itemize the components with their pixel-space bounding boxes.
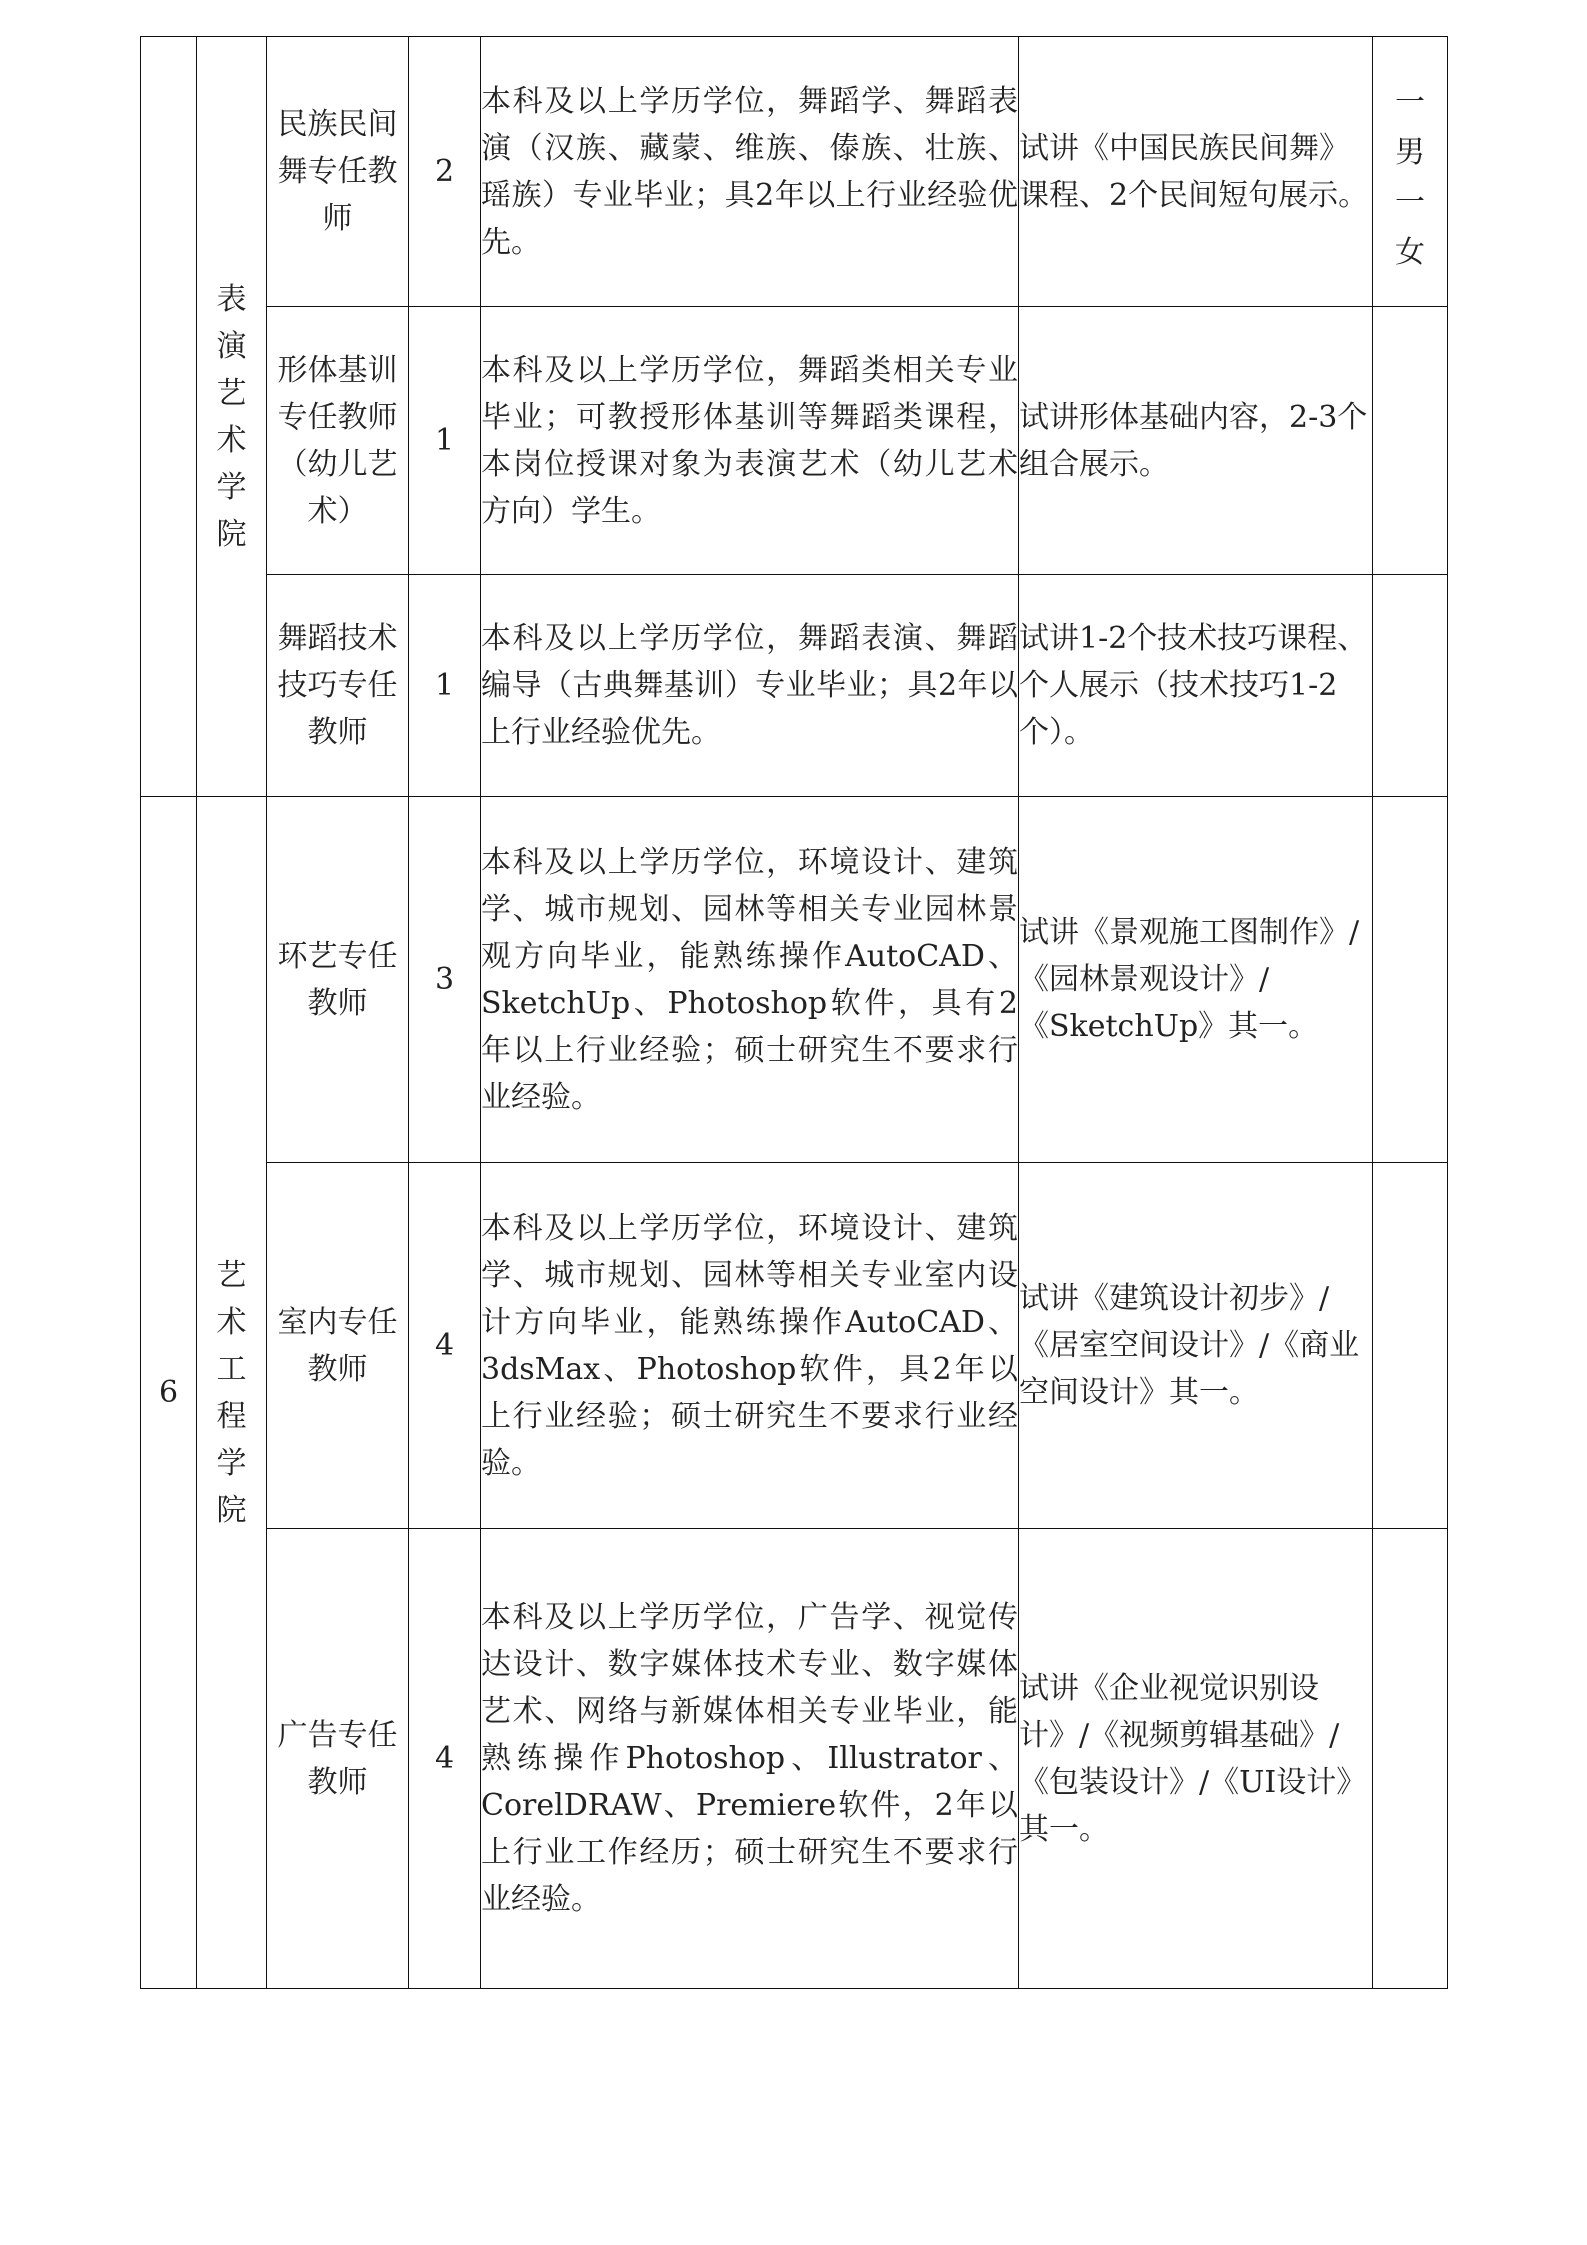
exam-content: 试讲《企业视觉识别设计》/《视频剪辑基础》/《包装设计》/《UI设计》其一。 (1019, 1529, 1373, 1989)
requirement: 本科及以上学历学位，舞蹈学、舞蹈表演（汉族、藏蒙、维族、傣族、壮族、瑶族）专业毕业；具2年以上行业经验优先。 (481, 37, 1019, 307)
requirement: 本科及以上学历学位，环境设计、建筑学、城市规划、园林等相关专业室内设计方向毕业，能熟练操作AutoCAD、3dsMax、Photoshop软件，具2年以上行业经验；硕士研究生不要求行业经验。 (481, 1163, 1019, 1529)
exam-content: 试讲《中国民族民间舞》课程、2个民间短句展示。 (1019, 37, 1373, 307)
college-cell (197, 797, 267, 1989)
post-name: 室内专任教师 (267, 1163, 409, 1529)
post-name: 形体基训专任教师（幼儿艺术） (267, 307, 409, 575)
headcount: 2 (409, 37, 481, 307)
exam-content: 试讲《景观施工图制作》/《园林景观设计》/《SketchUp》其一。 (1019, 797, 1373, 1163)
post-name: 民族民间舞专任教师 (267, 37, 409, 307)
college-cell (197, 37, 267, 797)
note-text: 一男一女 (1395, 84, 1425, 270)
note-cell (1373, 1529, 1448, 1989)
requirement: 本科及以上学历学位，舞蹈类相关专业毕业；可教授形体基训等舞蹈类课程，本岗位授课对象为表演艺术（幼儿艺术方向）学生。 (481, 307, 1019, 575)
note-cell (1373, 1163, 1448, 1529)
headcount: 4 (409, 1163, 481, 1529)
table-row (141, 797, 1448, 1163)
table-row (141, 37, 1448, 307)
requirement: 本科及以上学历学位，舞蹈表演、舞蹈编导（古典舞基训）专业毕业；具2年以上行业经验优先。 (481, 575, 1019, 797)
post-name: 舞蹈技术技巧专任教师 (267, 575, 409, 797)
table-row (141, 307, 1448, 575)
recruitment-table (140, 36, 1448, 1989)
headcount: 3 (409, 797, 481, 1163)
exam-content: 试讲1-2个技术技巧课程、个人展示（技术技巧1-2个）。 (1019, 575, 1373, 797)
group-number (141, 37, 197, 797)
post-name: 环艺专任教师 (267, 797, 409, 1163)
table-row (141, 575, 1448, 797)
headcount: 4 (409, 1529, 481, 1989)
note-cell (1373, 307, 1448, 575)
college-name: 艺术工程学院 (216, 1257, 247, 1528)
exam-content: 试讲《建筑设计初步》/《居室空间设计》/《商业空间设计》其一。 (1019, 1163, 1373, 1529)
headcount: 1 (409, 575, 481, 797)
requirement: 本科及以上学历学位，广告学、视觉传达设计、数字媒体技术专业、数字媒体艺术、网络与新媒体相关专业毕业，能熟练操作Photoshop、Illustrator、CorelDRAW、Premiere软件，2年以上行业工作经历；硕士研究生不要求行业经验。 (481, 1529, 1019, 1989)
requirement: 本科及以上学历学位，环境设计、建筑学、城市规划、园林等相关专业园林景观方向毕业，能熟练操作AutoCAD、SketchUp、Photoshop软件，具有2年以上行业经验；硕士研究生不要求行业经验。 (481, 797, 1019, 1163)
note-cell (1373, 575, 1448, 797)
note-cell (1373, 37, 1448, 307)
note-cell (1373, 797, 1448, 1163)
table-row (141, 1529, 1448, 1989)
headcount: 1 (409, 307, 481, 575)
college-name: 表演艺术学院 (216, 281, 247, 552)
post-name: 广告专任教师 (267, 1529, 409, 1989)
table-row (141, 1163, 1448, 1529)
group-number: 6 (141, 797, 197, 1989)
exam-content: 试讲形体基础内容，2-3个组合展示。 (1019, 307, 1373, 575)
